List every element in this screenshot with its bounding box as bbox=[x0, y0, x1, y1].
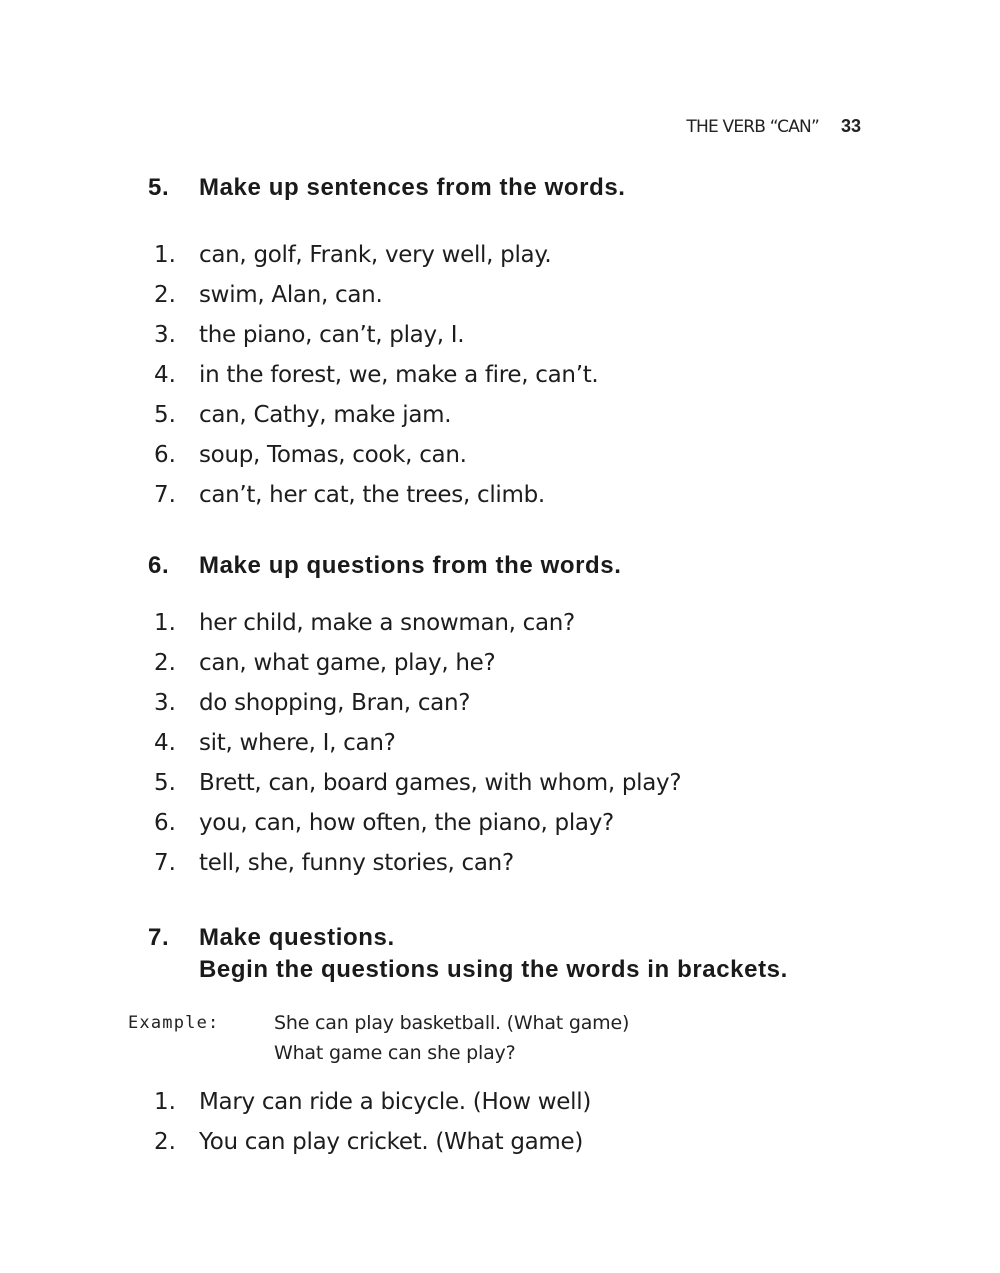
exercise-5 bbox=[148, 172, 908, 515]
example-block bbox=[128, 1008, 629, 1068]
item-text: soup, Tomas, cook, can. bbox=[199, 442, 467, 468]
item-number: 3. bbox=[154, 322, 176, 348]
example-sentence: She can play basketball. (What game) bbox=[274, 1012, 630, 1034]
list-item bbox=[148, 723, 908, 763]
exercise-heading bbox=[148, 550, 908, 582]
list-item bbox=[148, 315, 908, 355]
exercise-heading bbox=[148, 172, 908, 204]
list-item bbox=[148, 683, 908, 723]
item-text: can, golf, Frank, very well, play. bbox=[199, 242, 552, 268]
item-text: can, what game, play, he? bbox=[199, 650, 496, 676]
list-item bbox=[148, 1122, 908, 1162]
item-text: can’t, her cat, the trees, climb. bbox=[199, 482, 545, 508]
exercise-number: 7. bbox=[148, 924, 170, 951]
running-head bbox=[686, 116, 861, 137]
item-number: 6. bbox=[154, 810, 176, 836]
list-item bbox=[148, 603, 908, 643]
item-text: You can play cricket. (What game) bbox=[199, 1129, 584, 1155]
exercise-item-list bbox=[148, 603, 908, 883]
item-text: Mary can ride a bicycle. (How well) bbox=[199, 1089, 591, 1115]
item-text: you, can, how often, the piano, play? bbox=[199, 810, 614, 836]
list-item bbox=[148, 643, 908, 683]
exercise-subtitle: Begin the questions using the words in brackets. bbox=[199, 956, 788, 983]
exercise-item-list bbox=[148, 235, 908, 515]
list-item bbox=[148, 275, 908, 315]
exercise-number: 5. bbox=[148, 174, 170, 201]
item-number: 4. bbox=[154, 362, 176, 388]
item-number: 2. bbox=[154, 1129, 176, 1155]
exercise-title: Make up questions from the words. bbox=[199, 552, 622, 579]
list-item bbox=[148, 803, 908, 843]
item-text: in the forest, we, make a fire, can’t. bbox=[199, 362, 599, 388]
list-item bbox=[148, 235, 908, 275]
exercise-title: Make up sentences from the words. bbox=[199, 174, 626, 201]
example-label: Example: bbox=[128, 1013, 220, 1033]
item-number: 5. bbox=[154, 402, 176, 428]
item-number: 2. bbox=[154, 650, 176, 676]
list-item bbox=[148, 395, 908, 435]
item-text: can, Cathy, make jam. bbox=[199, 402, 452, 428]
list-item bbox=[148, 435, 908, 475]
page-number: 33 bbox=[840, 116, 861, 136]
item-text: do shopping, Bran, can? bbox=[199, 690, 471, 716]
exercise-title: Make questions. bbox=[199, 924, 395, 951]
item-text: her child, make a snowman, can? bbox=[199, 610, 575, 636]
item-number: 6. bbox=[154, 442, 176, 468]
item-text: sit, where, I, can? bbox=[199, 730, 396, 756]
exercise-item-list bbox=[148, 1082, 908, 1162]
list-item bbox=[148, 475, 908, 515]
list-item bbox=[148, 1082, 908, 1122]
exercise-6 bbox=[148, 550, 908, 883]
item-number: 7. bbox=[154, 850, 176, 876]
item-number: 1. bbox=[154, 242, 176, 268]
list-item bbox=[148, 355, 908, 395]
list-item bbox=[148, 843, 908, 883]
item-number: 1. bbox=[154, 1089, 176, 1115]
running-title: THE VERB “CAN” bbox=[686, 117, 819, 137]
item-number: 2. bbox=[154, 282, 176, 308]
item-text: Brett, can, board games, with whom, play? bbox=[199, 770, 682, 796]
item-number: 1. bbox=[154, 610, 176, 636]
exercise-number: 6. bbox=[148, 552, 170, 579]
item-number: 7. bbox=[154, 482, 176, 508]
item-text: swim, Alan, can. bbox=[199, 282, 383, 308]
item-text: the piano, can’t, play, I. bbox=[199, 322, 465, 348]
list-item bbox=[148, 763, 908, 803]
item-text: tell, she, funny stories, can? bbox=[199, 850, 514, 876]
exercise-heading bbox=[148, 922, 908, 986]
item-number: 4. bbox=[154, 730, 176, 756]
example-answer: What game can she play? bbox=[274, 1042, 516, 1064]
item-number: 5. bbox=[154, 770, 176, 796]
item-number: 3. bbox=[154, 690, 176, 716]
